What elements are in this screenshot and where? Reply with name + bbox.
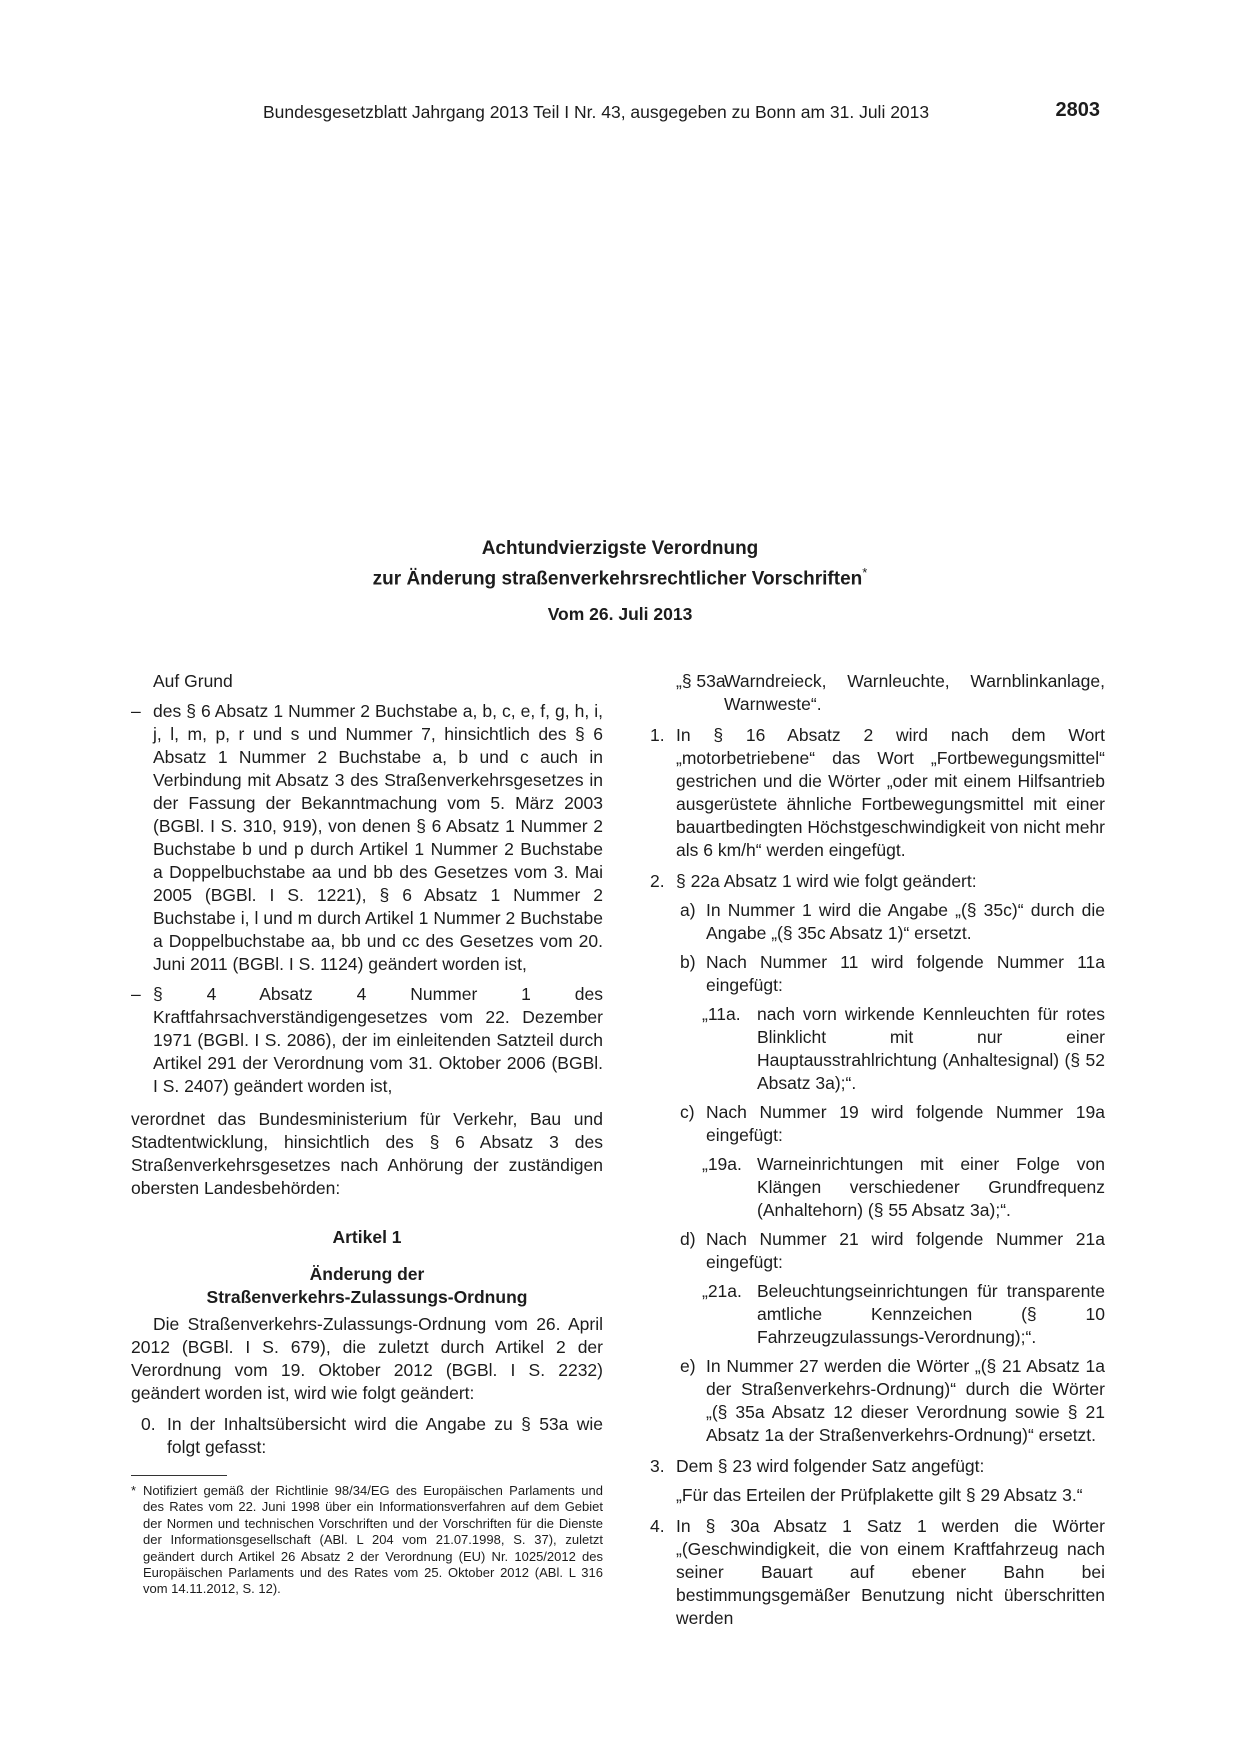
sub-item-a: [640, 899, 1105, 945]
page-number: 2803: [1055, 99, 1100, 121]
footnote-text: Notifiziert gemäß der Richtlinie 98/34/EG des Europäischen Parlaments und des Rates vom 22. Juni 1998 über ein Informationsverfahren auf dem Gebiet der Normen und technischen Vorschriften und der Vorschriften für die Dienste der Informationsgesellschaft (ABl. L 204 vom 21.07.1998, S. 37), zuletzt geändert durch Artikel 26 Absatz 2 der Verordnung (EU) Nr. 1025/2012 des Europäischen Parlaments und des Rates vom 25. Oktober 2012 (ABl. L 316 vom 14.11.2012, S. 12).: [143, 1483, 603, 1597]
sub-item-letter: c): [680, 1102, 695, 1122]
quote-19a-marker: „19a.: [702, 1154, 742, 1174]
intro-text: Auf Grund: [153, 671, 233, 691]
footnote-marker: *: [131, 1483, 137, 1498]
title-line-2: [130, 561, 1110, 591]
document-date: Vom 26. Juli 2013: [547, 604, 693, 624]
quote-19a-text: Warneinrichtungen mit einer Folge von Klängen verschiedener Grundfrequenz (Anhaltehorn) (§ 55 Absatz 3a);“.: [757, 1154, 1105, 1220]
sub-item-b-text: Nach Nummer 11 wird folgende Nummer 11a eingefügt:: [706, 952, 1105, 995]
title-footnote-marker: *: [862, 565, 868, 580]
section-53a-marker: „§ 53a: [676, 671, 726, 691]
sub-item-c-text: Nach Nummer 19 wird folgende Nummer 19a eingefügt:: [706, 1102, 1105, 1145]
item-2-text: § 22a Absatz 1 wird wie folgt geändert:: [676, 871, 977, 891]
quote-19a: [640, 1153, 1105, 1222]
quote-21a-marker: „21a.: [702, 1281, 742, 1301]
article-title: Artikel 1: [332, 1227, 402, 1247]
dash-marker: –: [131, 701, 141, 721]
right-column: [640, 670, 1105, 1630]
left-column: [131, 670, 603, 1459]
quote-11a: [640, 1003, 1105, 1095]
ordaining-clause: verordnet das Bundesministerium für Verkehr, Bau und Stadtentwicklung, hinsichtlich des § 6 Absatz 3 des Straßenverkehrsgesetzes nach Anhörung der zuständigen obersten Landesbehörden:: [131, 1109, 603, 1198]
dash-marker: –: [131, 984, 141, 1004]
list-item-4: [640, 1515, 1105, 1630]
section-53a-entry: [640, 670, 1105, 716]
sub-item-d-text: Nach Nummer 21 wird folgende Nummer 21a eingefügt:: [706, 1229, 1105, 1272]
item-4-text: In § 30a Absatz 1 Satz 1 werden die Wörter „(Geschwindigkeit, die von einem Kraftfahrzeug nach seiner Bauart auf ebener Bahn bei bestimmungsgemäßer Benutzung nicht überschritten werden: [676, 1516, 1105, 1628]
item-3-text: Dem § 23 wird folgender Satz angefügt:: [676, 1456, 985, 1476]
list-item-0: [131, 1413, 603, 1459]
list-item-3: [640, 1455, 1105, 1478]
running-header: Bundesgesetzblatt Jahrgang 2013 Teil I Nr. 43, ausgegeben zu Bonn am 31. Juli 2013: [263, 102, 930, 122]
list-item-2: [640, 870, 1105, 893]
list-item-dash-2: [131, 983, 603, 1098]
quote-21a: [640, 1280, 1105, 1349]
footnote-divider: [131, 1475, 227, 1476]
section-53a-text: Warndreieck, Warnleuchte, Warnblinkanlage, Warnweste“.: [724, 671, 1105, 714]
item-number: 0.: [141, 1414, 156, 1434]
quote-11a-marker: „11a.: [702, 1004, 741, 1024]
sub-item-d: [640, 1228, 1105, 1274]
item-number: 3.: [650, 1456, 665, 1476]
list-item-1: [640, 724, 1105, 862]
title-line-2-text: zur Änderung straßenverkehrsrechtlicher Vorschriften: [372, 568, 863, 590]
sub-item-letter: e): [680, 1356, 696, 1376]
sub-item-e: [640, 1355, 1105, 1447]
sub-item-c: [640, 1101, 1105, 1147]
article-intro-text: Die Straßenverkehrs-Zulassungs-Ordnung vom 26. April 2012 (BGBl. I S. 679), die zuletzt durch Artikel 2 der Verordnung vom 19. Oktober 2012 (BGBl. I S. 2232) geändert worden ist, wird wie folgt geändert:: [131, 1314, 603, 1403]
document-title: [130, 537, 1110, 591]
item-number: 4.: [650, 1516, 665, 1536]
footnote: [131, 1483, 603, 1598]
item-number: 2.: [650, 871, 665, 891]
dash-1-text: des § 6 Absatz 1 Nummer 2 Buchstabe a, b, c, e, f, g, h, i, j, l, m, p, r und s und Nummer 7, hinsichtlich des § 6 Absatz 1 Nummer 2 Buchstabe a, b und c auch in Verbindung mit Absatz 3 des Straßenverkehrsgesetzes in der Fassung der Bekanntmachung vom 5. März 2003 (BGBl. I S. 310, 919), von denen § 6 Absatz 1 Nummer 2 Buchstabe b und p durch Artikel 1 Nummer 2 Buchstabe a Doppelbuchstabe aa und bb des Gesetzes vom 3. Mai 2005 (BGBl. I S. 1221), § 6 Absatz 1 Nummer 2 Buchstabe i, l und m durch Artikel 1 Nummer 2 Buchstabe a Doppelbuchstabe aa, bb und cc des Gesetzes vom 20. Juni 2011 (BGBl. I S. 1124) geändert worden ist,: [153, 701, 603, 974]
quote-11a-text: nach vorn wirkende Kennleuchten für rotes Blinklicht mit nur einer Hauptausstrahlrichtung (Anhaltesignal) (§ 52 Absatz 3a);“.: [757, 1004, 1105, 1093]
article-subtitle-line-1: Änderung der: [309, 1264, 425, 1284]
title-line-1: Achtundvierzigste Verordnung: [481, 538, 759, 559]
article-subtitle-line-2: Straßenverkehrs-Zulassungs-Ordnung: [206, 1287, 528, 1307]
item-1-text: In § 16 Absatz 2 wird nach dem Wort „motorbetriebene“ das Wort „Fortbewegungsmittel“ gestrichen und die Wörter „oder mit einem Hilfsantrieb ausgerüstete ähnliche Fortbewegungsmittel mit einer bauartbedingten Höchstgeschwindigkeit von nicht mehr als 6 km/h“ werden eingefügt.: [676, 725, 1106, 860]
item-3-quote: „Für das Erteilen der Prüfplakette gilt § 29 Absatz 3.“: [676, 1485, 1083, 1505]
sub-item-letter: a): [680, 900, 696, 920]
item-0-text: In der Inhaltsübersicht wird die Angabe zu § 53a wie folgt gefasst:: [167, 1414, 603, 1457]
sub-item-letter: d): [680, 1229, 696, 1249]
item-number: 1.: [650, 725, 665, 745]
list-item-dash-1: [131, 700, 603, 976]
quote-21a-text: Beleuchtungseinrichtungen für transparente amtliche Kennzeichen (§ 10 Fahrzeugzulassungs-Verordnung);“.: [757, 1281, 1105, 1347]
sub-item-b: [640, 951, 1105, 997]
sub-item-a-text: In Nummer 1 wird die Angabe „(§ 35c)“ durch die Angabe „(§ 35c Absatz 1)“ ersetzt.: [706, 900, 1105, 943]
sub-item-e-text: In Nummer 27 werden die Wörter „(§ 21 Absatz 1a der Straßenverkehrs-Ordnung)“ durch die Wörter „(§ 35a Absatz 12 dieser Verordnung sowie § 21 Absatz 1a der Straßenverkehrs-Ordnung)“ ersetzt.: [706, 1356, 1105, 1445]
article-subtitle: [131, 1263, 603, 1309]
sub-item-letter: b): [680, 952, 696, 972]
dash-2-text: § 4 Absatz 4 Nummer 1 des Kraftfahrsachverständigengesetzes vom 22. Dezember 1971 (BGBl. I S. 2086), der im einleitenden Satzteil durch Artikel 291 der Verordnung vom 31. Oktober 2006 (BGBl. I S. 2407) geändert worden ist,: [153, 984, 603, 1096]
